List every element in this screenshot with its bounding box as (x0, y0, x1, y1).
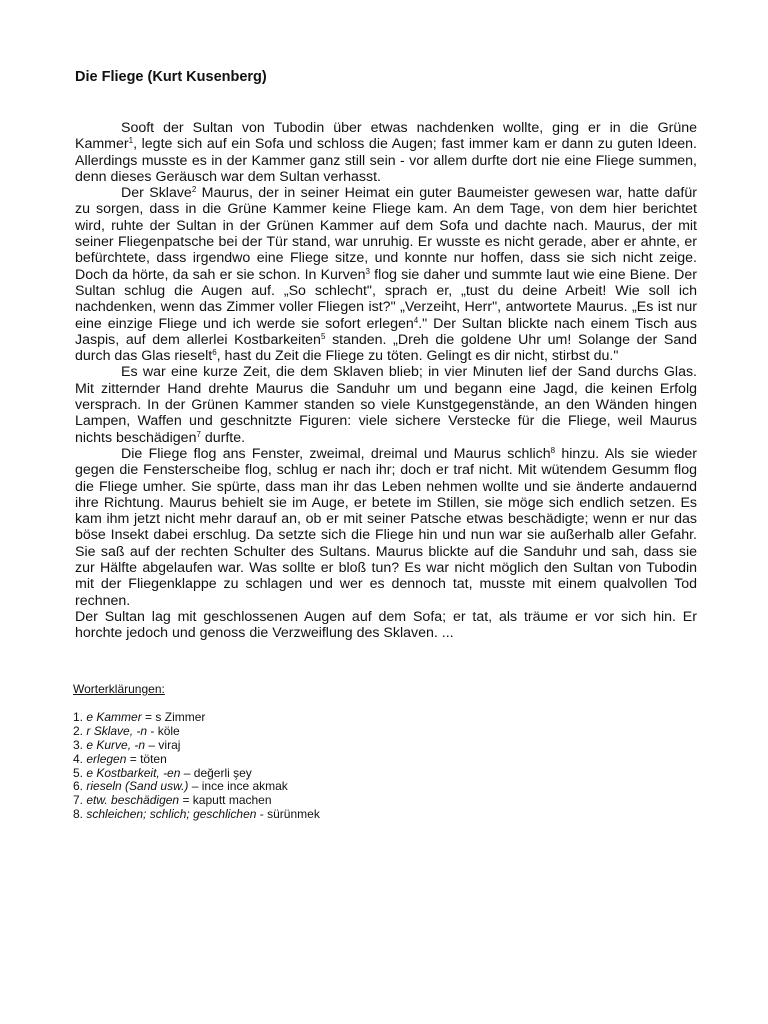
text: Der Sklave (121, 185, 192, 202)
paragraph-4 (75, 446, 697, 609)
glossary-term: erlegen (86, 751, 127, 766)
glossary-heading: Worterklärungen: (73, 682, 165, 696)
glossary-item (73, 767, 573, 781)
glossary-term: etw. beschädigen (86, 793, 180, 808)
glossary-term: e Kostbarkeit, -en (86, 765, 181, 780)
glossary-item (73, 794, 573, 808)
glossary-term: r Sklave, -n (86, 723, 148, 738)
glossary-number: 8. (73, 807, 84, 822)
glossary-number: 6. (73, 779, 84, 794)
glossary-definition: s Zimmer (155, 709, 206, 724)
glossary-definition: kaputt machen (192, 793, 272, 808)
glossary-number: 5. (73, 765, 84, 780)
footnote-ref-6: 6 (212, 348, 217, 358)
text: standen. „Dreh die goldene Uhr um! Solange der Sand durch das Glas rieselt (75, 331, 697, 365)
text: Sooft der Sultan von Tubodin über etwas nachdenken wollte, ging er in die Grüne Kammer (75, 120, 697, 153)
glossary-definition: viraj (158, 737, 181, 752)
glossary-item (73, 711, 573, 725)
glossary-definition: değerli şey (193, 765, 252, 780)
text: Maurus, der in seiner Heimat ein guter Baumeister gewesen war, hatte dafür zu sorgen, dass in die Grüne Kammer keine Fliege kam. An dem Tage, von dem hier berichtet wird, ruhte der Sultan in der Grünen Kammer auf dem Sofa und dachte nach. Maurus, der mit seiner Fliegenpatsche bei der Tür stand, war unruhig. Er wusste es nicht gerade, aber er ahnte, er befürchtete, dass irgendwo eine Fliege sitze, und konnte nur hoffen, dass sie sich nicht zeige. Doch da hörte, da sah er sie schon. In Kurven (75, 185, 697, 283)
glossary-item (73, 808, 573, 822)
paragraph-2 (75, 185, 697, 364)
document-title: Die Fliege (Kurt Kusenberg) (75, 69, 267, 85)
glossary-number: 3. (73, 737, 84, 752)
glossary-definition: ince ince akmak (201, 779, 288, 794)
glossary-number: 2. (73, 723, 84, 738)
paragraph-1 (75, 120, 697, 185)
glossary-item (73, 725, 573, 739)
glossary-term: e Kurve, -n (86, 737, 146, 752)
text: Die Fliege flog ans Fenster, zweimal, dreimal und Maurus schlich (121, 445, 551, 462)
glossary-term: schleichen; schlich; geschlichen (86, 807, 257, 822)
text: hinzu. Als sie wieder gegen die Fensterscheibe flog, schlug er nach ihr; doch er traf nicht. Mit wütendem Gesumm flog die Fliege umher. Sie spürte, dass man ihr das Leben nehmen wollte und sie änderte andauernd ihre Richtung. Maurus behielt sie im Auge, er betete im Stillen, sie möge sich endlich setzen. Es kam ihm jetzt nicht mehr darauf an, ob er mit seiner Patsche etwas beschädigte; wenn er nur das böse Insekt dabei erschlug. Da setzte sich die Fliege hin und nun war sie außerhalb aller Gefahr. Sie saß auf der rechten Schulter des Sultans. Maurus blickte auf die Sanduhr und sah, dass sie zur Hälfte abgelaufen war. Was sollte er bloß tun? Es war nicht möglich den Sultan von Tubodin mit der Fliegenklappe zu schlagen und wer es dennoch tat, musste mit einem qualvollen Tod rechnen. (75, 445, 697, 609)
footnote-ref-3: 3 (365, 266, 370, 276)
footnote-ref-1: 1 (128, 136, 134, 146)
text: flog sie daher und summte laut wie eine Biene. Der Sultan schlug die Augen auf. „So schlecht", sprach er, „tust du deine Arbeit! Wie soll ich nachdenken, wenn das Zimmer voller Fliegen ist?" „Verzeiht, Herr", antwortete Maurus. „Es ist nur eine einzige Fliege und ich werde sie sofort erlegen (75, 266, 697, 332)
glossary-separator: – (145, 737, 159, 752)
glossary-separator: = (179, 793, 193, 808)
text: , hast du Zeit die Fliege zu töten. Gelingt es dir nicht, stirbst du." (216, 348, 619, 365)
glossary-list (73, 711, 573, 822)
footnote-ref-5: 5 (320, 331, 326, 341)
glossary-separator: - (256, 807, 268, 822)
text: durfte. (200, 429, 246, 446)
glossary-number: 4. (73, 751, 84, 766)
glossary-definition: töten (140, 751, 167, 766)
footnote-ref-7: 7 (196, 429, 201, 439)
glossary-separator: – (180, 765, 194, 780)
footnote-ref-4: 4 (413, 315, 419, 325)
glossary-item (73, 739, 573, 753)
glossary-separator: – (188, 779, 202, 794)
glossary (73, 683, 573, 822)
glossary-term: e Kammer (86, 709, 142, 724)
glossary-item (73, 753, 573, 767)
glossary-number: 1. (73, 709, 84, 724)
text: , legte sich auf ein Sofa und schloss die Augen; fast immer kam er dann zu guten Ideen. Allerdings musste es in der Kammer ganz still sein - vor allem durfte dort nie eine Fliege summen, denn dieses Geräusch war dem Sultan verhasst. (75, 136, 697, 185)
text: Es war eine kurze Zeit, die dem Sklaven blieb; in vier Minuten lief der Sand durchs Glas. Mit zitternder Hand drehte Maurus die Sanduhr um und begann eine Jagd, die keinen Erfolg versprach. In der Grünen Kammer standen so viele Kunstgegenstände, an den Wänden hingen Lampen, Waffen und geschnitzte Figuren: viele sichere Verstecke für die Fliege, weil Maurus nichts beschädigen (75, 364, 697, 446)
footnote-ref-8: 8 (550, 445, 556, 455)
footnote-ref-2: 2 (191, 185, 197, 195)
text: ." Der Sultan blickte nach einem Tisch aus Jaspis, auf dem allerlei Kostbarkeiten (75, 315, 697, 348)
glossary-term: rieseln (Sand usw.) (86, 779, 189, 794)
glossary-definition: sürünmek (267, 807, 320, 822)
glossary-number: 7. (73, 793, 84, 808)
paragraph-3 (75, 364, 697, 445)
glossary-item (73, 780, 573, 794)
glossary-separator: = (141, 709, 156, 724)
glossary-separator: - (147, 723, 158, 738)
paragraph-5: Der Sultan lag mit geschlossenen Augen auf dem Sofa; er tat, als träume er vor sich hin. Er horchte jedoch und genoss die Verzweiflung des Sklaven. ... (75, 608, 697, 642)
story-text (75, 120, 697, 642)
glossary-definition: köle (157, 723, 180, 738)
glossary-separator: = (126, 751, 141, 766)
